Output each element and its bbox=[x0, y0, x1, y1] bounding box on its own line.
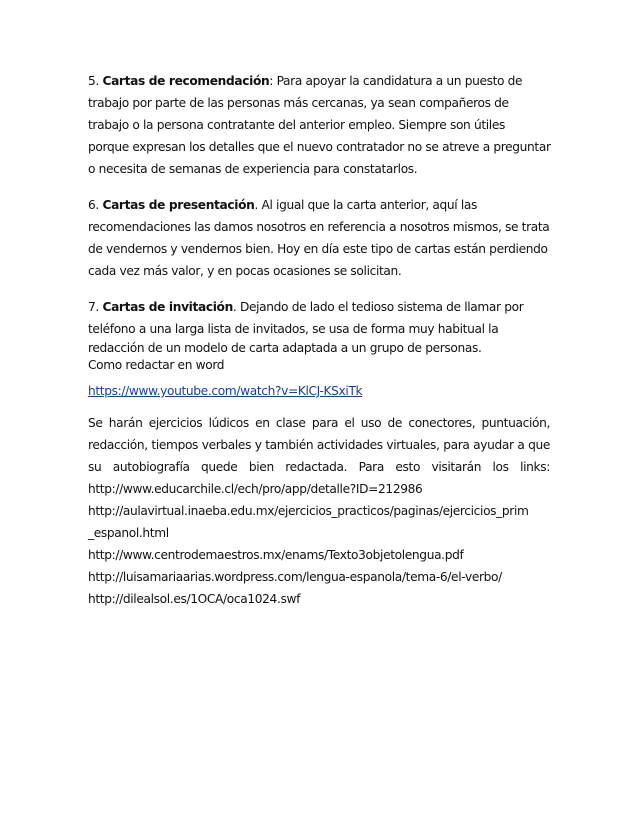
item-recommendation-letters bbox=[88, 70, 550, 180]
item-number: 6. bbox=[88, 198, 99, 212]
item-first-line bbox=[88, 70, 550, 92]
item-line: teléfono a una larga lista de invitados, se usa de forma muy habitual la bbox=[88, 322, 499, 336]
item-term: Cartas de presentación bbox=[102, 198, 255, 212]
item-line: o necesita de semanas de experiencia para constatarlos. bbox=[88, 162, 418, 176]
item-term-suffix: : bbox=[269, 74, 274, 88]
url-educarchile[interactable]: http://www.educarchile.cl/ech/pro/app/detalle?ID=212986 bbox=[88, 482, 423, 496]
item-invitation-letters bbox=[88, 296, 550, 374]
video-link[interactable]: https://www.youtube.com/watch?v=KlCJ-KSxiTk bbox=[88, 384, 363, 398]
url-aulavirtual[interactable]: http://aulavirtual.inaeba.edu.mx/ejercicios_practicos/paginas/ejercicios_prim bbox=[88, 504, 529, 518]
item-first-line bbox=[88, 296, 550, 318]
closing-line: redacción, tiempos verbales y también actividades virtuales, para ayudar a que bbox=[88, 438, 550, 452]
closing-line: Se harán ejercicios lúdicos en clase para el uso de conectores, puntuación, bbox=[88, 416, 550, 430]
item-line: Para apoyar la candidatura a un puesto de bbox=[273, 74, 523, 88]
closing-paragraph bbox=[88, 412, 550, 478]
url-aulavirtual-continued[interactable]: _espanol.html bbox=[88, 526, 169, 540]
url-centrodemaestros[interactable]: http://www.centrodemaestros.mx/enams/Texto3objetolengua.pdf bbox=[88, 548, 464, 562]
item-extra-line: Como redactar en word bbox=[88, 358, 225, 372]
item-line: trabajo por parte de las personas más cercanas, ya sean compañeros de bbox=[88, 96, 509, 110]
item-term: Cartas de recomendación bbox=[102, 74, 270, 88]
document-body bbox=[88, 70, 550, 610]
item-term-suffix: . bbox=[232, 300, 237, 314]
item-number: 5. bbox=[88, 74, 99, 88]
item-first-line bbox=[88, 194, 550, 216]
item-term-suffix: . bbox=[254, 198, 258, 212]
item-number: 7. bbox=[88, 300, 99, 314]
item-line: redacción de un modelo de carta adaptada a un grupo de personas. bbox=[88, 341, 482, 355]
item-line: de vendernos y vendernos bien. Hoy en día este tipo de cartas están perdiendo bbox=[88, 242, 548, 256]
url-list bbox=[88, 478, 550, 610]
item-line: cada vez más valor, y en pocas ocasiones se solicitan. bbox=[88, 264, 402, 278]
item-line: Dejando de lado el tedioso sistema de llamar por bbox=[236, 300, 524, 314]
url-luisamariaarias[interactable]: http://luisamariaarias.wordpress.com/lengua-espanola/tema-6/el-verbo/ bbox=[88, 570, 502, 584]
url-dilealsol[interactable]: http://dilealsol.es/1OCA/oca1024.swf bbox=[88, 592, 301, 606]
closing-line: su autobiografía quede bien redactada. Para esto visitarán los links: bbox=[88, 460, 550, 474]
item-presentation-letters bbox=[88, 194, 550, 282]
item-line: recomendaciones las damos nosotros en referencia a nosotros mismos, se trata bbox=[88, 220, 550, 234]
item-line: Al igual que la carta anterior, aquí las bbox=[257, 198, 478, 212]
item-line: trabajo o la persona contratante del anterior empleo. Siempre son útiles bbox=[88, 118, 505, 132]
item-term: Cartas de invitación bbox=[102, 300, 233, 314]
item-line: porque expresan los detalles que el nuevo contratador no se atreve a preguntar bbox=[88, 140, 551, 154]
